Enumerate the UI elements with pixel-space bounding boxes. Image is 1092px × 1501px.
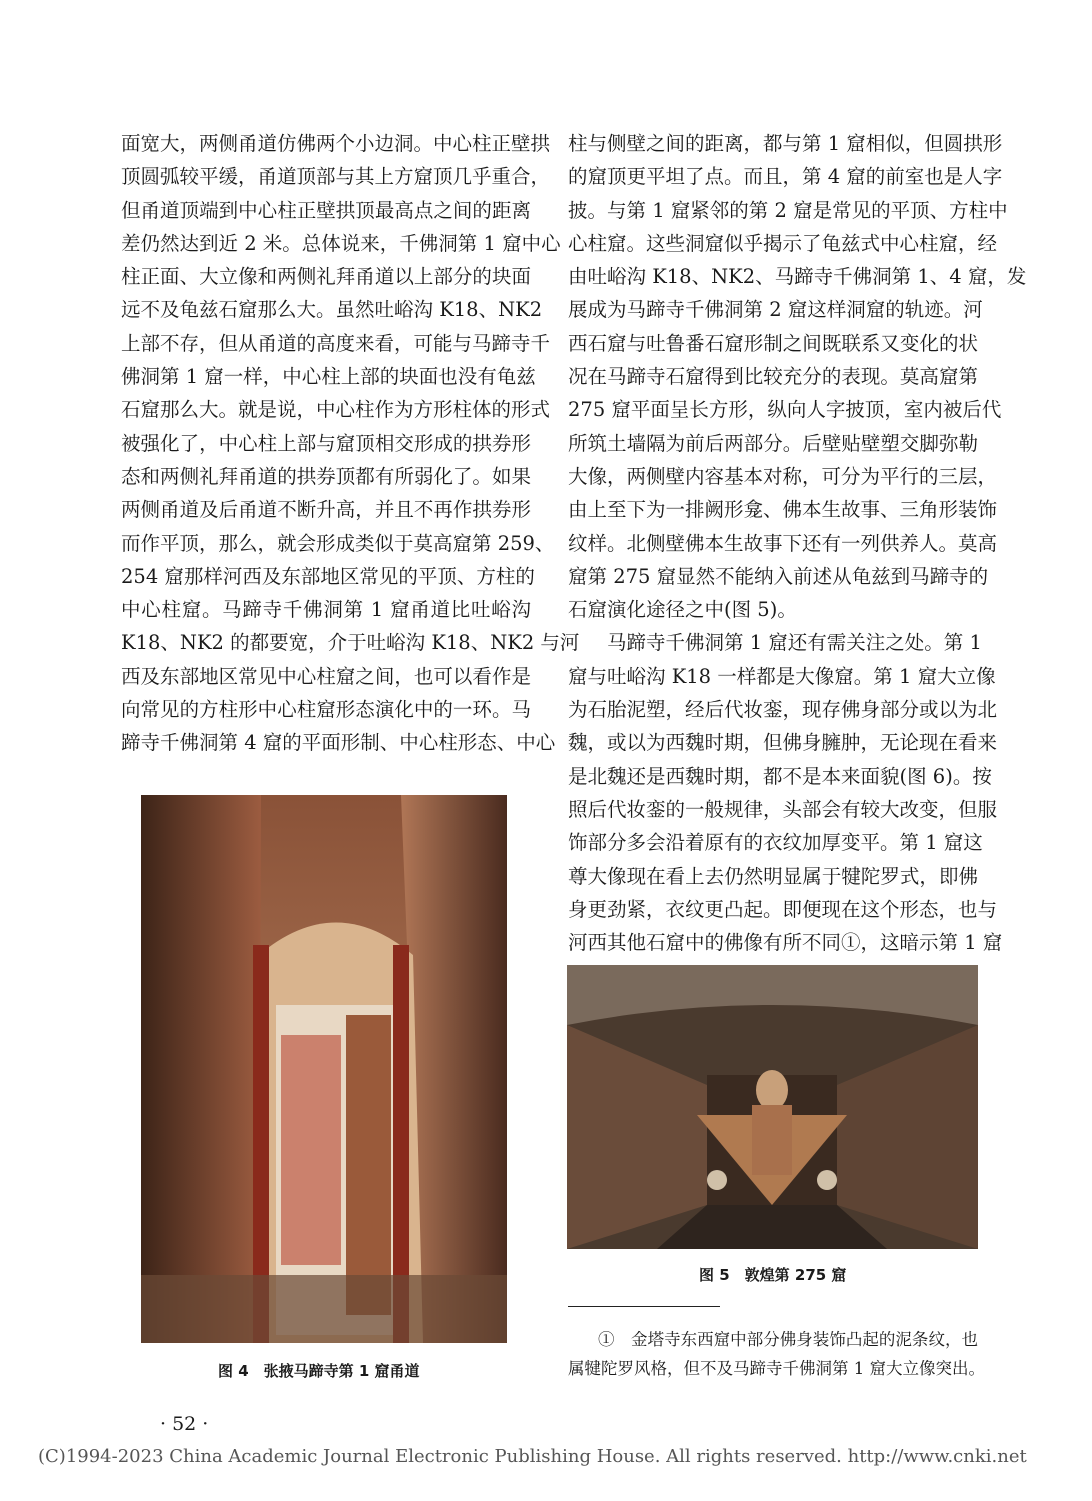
- text-line: 纹样。北侧壁佛本生故事下还有一列供养人。莫高: [568, 531, 998, 555]
- text-line: 由吐峪沟 K18、NK2、马蹄寺千佛洞第 1、4 窟，发: [568, 265, 1027, 289]
- text-line: 上部不存，但从甬道的高度来看，可能与马蹄寺千: [121, 331, 551, 355]
- text-line: 254 窟那样河西及东部地区常见的平顶、方柱的: [121, 564, 535, 588]
- cave-corridor-illustration: [141, 795, 507, 1343]
- figure-5-photo: [567, 965, 978, 1249]
- left-text-column: [121, 127, 580, 760]
- text-line: 披。与第 1 窟紧邻的第 2 窟是常见的平顶、方柱中: [568, 198, 1008, 222]
- text-line: 魏，或以为西魏时期，但佛身臃肿，无论现在看来: [568, 731, 998, 755]
- text-line: 而作平顶，那么，就会形成类似于莫高窟第 259、: [121, 531, 555, 555]
- text-line: 马蹄寺千佛洞第 1 窟还有需关注之处。第 1: [607, 631, 982, 655]
- right-text-column: [568, 127, 1027, 959]
- text-line: 中心柱窟。马蹄寺千佛洞第 1 窟甬道比吐峪沟: [121, 598, 531, 622]
- mogao-cave-275-illustration: [567, 965, 978, 1249]
- text-line: 窟与吐峪沟 K18 一样都是大像窟。第 1 窟大立像: [568, 664, 996, 688]
- text-line: 所筑土墙隔为前后两部分。后壁贴壁塑交脚弥勒: [568, 431, 978, 455]
- copyright-notice: (C)1994-2023 China Academic Journal Electronic Publishing House. All rights reserved. http://www.cnki.net: [38, 1446, 1027, 1467]
- text-line: 由上至下为一排阙形龛、佛本生故事、三角形装饰: [568, 498, 998, 522]
- figure-4-caption: 图 4 张掖马蹄寺第 1 窟甬道: [218, 1362, 420, 1380]
- text-line: 佛洞第 1 窟一样，中心柱上部的块面也没有龟兹: [121, 365, 536, 389]
- right-paragraph-2: [568, 626, 1003, 959]
- footnote: [568, 1325, 985, 1383]
- text-line: 心柱窟。这些洞窟似乎揭示了龟兹式中心柱窟，经: [568, 231, 998, 255]
- text-line: 石窟演化途径之中(图 5)。: [568, 598, 797, 622]
- footnote-line: 属犍陀罗风格，但不及马蹄寺千佛洞第 1 窟大立像突出。: [568, 1359, 985, 1378]
- footnote-line: ① 金塔寺东西窟中部分佛身装饰凸起的泥条纹，也: [598, 1330, 978, 1349]
- figure-5-caption: 图 5 敦煌第 275 窟: [699, 1266, 847, 1284]
- text-line: 石窟那么大。就是说，中心柱作为方形柱体的形式: [121, 398, 551, 422]
- text-line: 向常见的方柱形中心柱窟形态演化中的一环。马: [121, 698, 531, 722]
- text-line: 远不及龟兹石窟那么大。虽然吐峪沟 K18、NK2: [121, 298, 543, 322]
- text-line: 饰部分多会沿着原有的衣纹加厚变平。第 1 窟这: [568, 831, 983, 855]
- text-line: 展成为马蹄寺千佛洞第 2 窟这样洞窟的轨迹。河: [568, 298, 983, 322]
- text-line: 况在马蹄寺石窟得到比较充分的表现。莫高窟第: [568, 365, 978, 389]
- text-line: 顶圆弧较平缓，甬道顶部与其上方窟顶几乎重合，: [121, 165, 551, 189]
- page-number: · 52 ·: [160, 1413, 209, 1435]
- text-line: 西石窟与吐鲁番石窟形制之间既联系又变化的状: [568, 331, 978, 355]
- footnote-divider: [568, 1306, 720, 1307]
- text-line: 275 窟平面呈长方形，纵向人字披顶，室内被后代: [568, 398, 1002, 422]
- text-line: 照后代妆銮的一般规律，头部会有较大改变，但服: [568, 797, 998, 821]
- text-line: 蹄寺千佛洞第 4 窟的平面形制、中心柱形态、中心: [121, 731, 556, 755]
- text-line: 为石胎泥塑，经后代妆銮，现存佛身部分或以为北: [568, 698, 998, 722]
- text-line: 窟第 275 窟显然不能纳入前述从龟兹到马蹄寺的: [568, 564, 989, 588]
- right-paragraph-1: [568, 127, 1027, 626]
- text-line: K18、NK2 的都要宽，介于吐峪沟 K18、NK2 与河: [121, 631, 580, 655]
- figure-4-photo: [141, 795, 507, 1343]
- text-line: 河西其他石窟中的佛像有所不同①，这暗示第 1 窟: [568, 931, 1003, 955]
- text-line: 柱与侧壁之间的距离，都与第 1 窟相似，但圆拱形: [568, 132, 1003, 155]
- text-line: 但甬道顶端到中心柱正壁拱顶最高点之间的距离: [121, 198, 531, 222]
- text-line: 两侧甬道及后甬道不断升高，并且不再作拱券形: [121, 498, 531, 522]
- text-line: 大像，两侧壁内容基本对称，可分为平行的三层，: [568, 464, 998, 488]
- text-line: 被强化了，中心柱上部与窟顶相交形成的拱券形: [121, 431, 531, 455]
- text-line: 西及东部地区常见中心柱窟之间，也可以看作是: [121, 664, 531, 688]
- text-line: 柱正面、大立像和两侧礼拜甬道以上部分的块面: [121, 265, 531, 289]
- text-line: 的窟顶更平坦了点。而且，第 4 窟的前室也是人字: [568, 165, 1003, 189]
- text-line: 尊大像现在看上去仍然明显属于犍陀罗式，即佛: [568, 864, 978, 888]
- text-line: 态和两侧礼拜甬道的拱券顶都有所弱化了。如果: [121, 464, 531, 488]
- text-line: 身更劲紧，衣纹更凸起。即便现在这个形态，也与: [568, 897, 998, 921]
- text-line: 面宽大，两侧甬道仿佛两个小边洞。中心柱正壁拱: [121, 132, 551, 155]
- text-line: 是北魏还是西魏时期，都不是本来面貌(图 6)。按: [568, 764, 992, 788]
- text-line: 差仍然达到近 2 米。总体说来，千佛洞第 1 窟中心: [121, 231, 561, 255]
